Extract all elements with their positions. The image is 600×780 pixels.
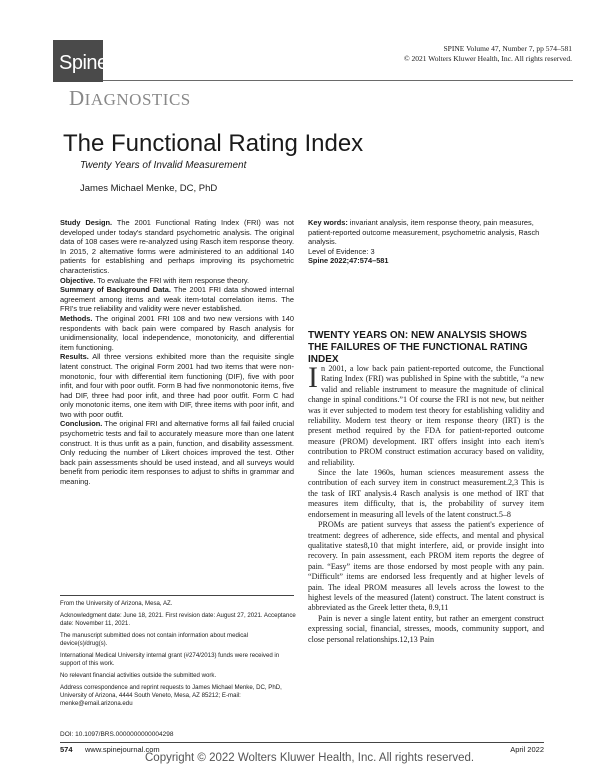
journal-volume: SPINE Volume 47, Number 7, pp 574–581 [443, 44, 572, 53]
keywords-block [308, 218, 542, 266]
footnote-correspondence: Address correspondence and reprint requests to James Michael Menke, DC, PhD, University of Arizona, 4444 South Veneto, Mesa, AZ 85212; E-mail: menke@email.arizona.edu [60, 684, 282, 707]
body-paragraph: Since the late 1960s, human sciences measurement assess the contribution of each survey item in construct measurement.2,3 This is the task of IRT analysis.4 Rasch analysis is one method of IRT that measures item difficulty, that is, the probability of survey item endorsement in measuring all levels of the latent construct.5–8 [308, 468, 544, 519]
journal-citation [404, 44, 572, 64]
abstract-design: Study Design. The 2001 Functional Rating Index (FRI) was not developed under today's standard psychometric analysis. The original data of 108 cases were re-analyzed using Rasch item response theory. In 2015, 2 alternative forms were administered to an additional 140 patients for establishing and perhaps improving its psychometric characteristics. [60, 218, 294, 275]
body-paragraph: Pain is never a single latent entity, but rather an emergent construct expressing social, financial, stresses, moods, community support, and close personal relationships.12,13 Pain [308, 613, 544, 644]
footnote-device: The manuscript submitted does not contain information about medical device(s)/drug(s). [60, 632, 248, 647]
abstract-results: Results. All three versions exhibited more than the requisite single latent construct. The original Form 2001 had two items that were non-monotonic, four with differential item functioning (DIF), five with poor infit, and four with poor outfit. Form B had five nonmonotonic items, five had DIF, three had poor infit, and three had poor outfit. Form C had only monotonic items, one item with DIF, three items with poor infit, and two with poor outfit. [60, 352, 294, 419]
article-subtitle: Twenty Years of Invalid Measurement [80, 160, 247, 171]
body-paragraph: PROMs are patient surveys that assess the patient's experience of treatment: degrees of adherence, side effects, and mental and physical qualitative states8,10 that might interfere, aid, or provide insight into recovery. In pain assessment, each PROM item reports the degree of pain. “Easy” items are those endorsed by most people with any pain. “Difficult” items are endorsed less frequently and at higher levels of pain. The ideal PROM measures all levels across the lowest to the highest levels of the measured (latent) construct. The latent construct is abbreviated as the Greek letter theta, θ.9,11 [308, 520, 544, 613]
abstract-methods: Methods. The original 2001 FRI 108 and two new versions with 140 respondents with back pain were compared by Rasch analysis for unidimensionality, local independence, monotonicity, and differential item functioning. [60, 313, 294, 352]
article-title: The Functional Rating Index [63, 130, 364, 157]
logo-text: Spine [59, 52, 108, 74]
page-number: 574 [60, 745, 73, 754]
body-text [308, 361, 544, 645]
footnote-rule [60, 595, 294, 596]
abstract-conclusion: Conclusion. The original FRI and alternative forms all fail failed crucial psychometric tests and fail to accurately measure more than one latent construct. It is thus unfit as a pain, function, and disability assessment. Only reducing the number of Likert choices improved the test. Other back pain assessments should be used instead, and all surveys would benefit from periodic item responses to adjust to shifts in grammar and meaning. [60, 419, 294, 487]
footnotes [60, 600, 296, 712]
footnote-grant: International Medical University internal grant (#274/2013) funds were received in support of this work. [60, 652, 280, 667]
drop-cap: I [308, 361, 318, 394]
footnote-dates: Acknowledgment date: June 18, 2021. First revision date: August 27, 2021. Acceptance date: November 11, 2021. [60, 612, 296, 627]
abstract [60, 218, 294, 487]
keywords: Key words: invariant analysis, item response theory, pain measures, patient-reported outcome measurement, psychometric analysis, Rasch analysis. [308, 218, 540, 247]
issue-date: April 2022 [510, 745, 544, 754]
section-heading: TWENTY YEARS ON: NEW ANALYSIS SHOWS THE FAILURES OF THE FUNCTIONAL RATING INDEX [308, 330, 528, 365]
article-citation: Spine 2022;47:574–581 [308, 256, 389, 266]
abstract-objective: Objective. To evaluate the FRI with item response theory. [60, 275, 250, 285]
journal-copyright: © 2021 Wolters Kluwer Health, Inc. All rights reserved. [403, 54, 572, 63]
header-rule [103, 80, 573, 81]
copyright-watermark: Copyright © 2022 Wolters Kluwer Health, Inc. All rights reserved. [145, 752, 475, 764]
journal-logo [53, 40, 108, 82]
abstract-background: Summary of Background Data. The 2001 FRI data showed internal agreement among items and weak item-total correlation items. The FRI's true reliability and validity were never established. [60, 285, 294, 314]
body-paragraph: In 2001, a low back pain patient-reported outcome, the Functional Rating Index (FRI) was published in Spine with the subtitle, “a new valid and reliable instrument to measure the magnitude of clinical change in spinal conditions.”1 Of course the FRI is not new, but neither was it ever subjected to modern test theory for establishing validity and reliability. Modern test theory or item response theory (IRT) is the present method required by the FDA for patient-reported outcome measure (PROM) development. IRT offers insight into each item's contribution to PROM construct estimation accuracy based on validity, and reliability. [308, 361, 544, 467]
article-author: James Michael Menke, DC, PhD [80, 183, 218, 194]
footer-rule [60, 742, 544, 743]
section-label: DIAGNOSTICS [69, 86, 191, 110]
level-of-evidence: Level of Evidence: 3 [308, 246, 375, 256]
footnote-affiliation: From the University of Arizona, Mesa, AZ. [60, 600, 173, 607]
footnote-financial: No relevant financial activities outside the submitted work. [60, 672, 217, 679]
journal-website-link[interactable]: www.spinejournal.com [85, 745, 160, 754]
doi[interactable]: DOI: 10.1097/BRS.0000000000004298 [60, 731, 174, 738]
